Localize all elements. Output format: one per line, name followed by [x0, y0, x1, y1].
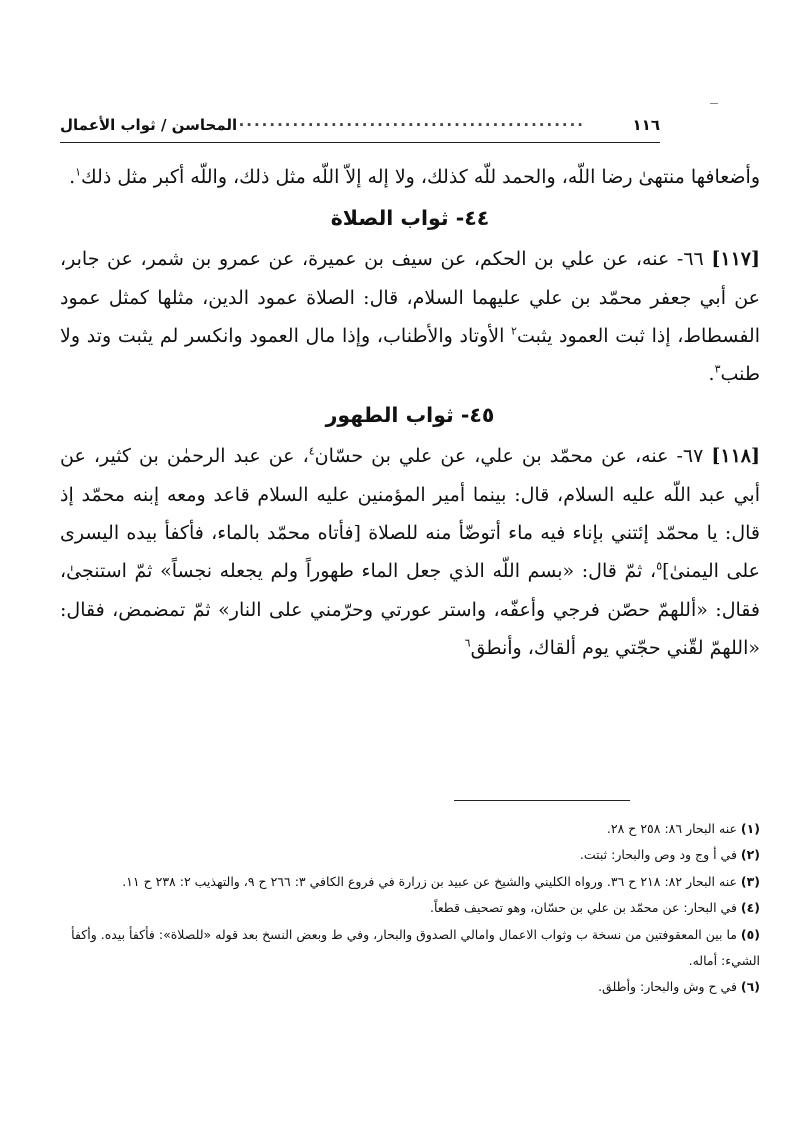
- page-header: [60, 112, 660, 143]
- hadith-117: [١١٧] ٦٦- عنه، عن علي بن الحكم، عن سيف بن عميرة، عن عمرو بن شمر، عن جابر، عن أبي جعفر محمّد بن علي عليهما السلام، قال: الصلاة عمود الدين، مثلها كمثل عمود الفسطاط، إذا ثبت العمود يثبت$^٢$ الأوتاد والأطناب، وإذا مال العمود وانكسر لم يثبت وتد ولا طنب$^٣$.: [60, 248, 760, 386]
- intro-paragraph: وأضعافها منتهىٰ رضا اللّه، والحمد للّه كذلك، ولا إله إلاّ اللّه مثل ذلك، واللّه أكبر مثل ذلك$^١$.: [69, 165, 760, 188]
- note-ref: ٢: [511, 324, 517, 338]
- section-heading-44: ٤٤- ثواب الصلاة: [330, 206, 490, 231]
- footnote-1: (١) عنه البحار ٨٦: ٢٥٨ ح ٢٨.: [606, 821, 760, 836]
- footnote-4: (٤) في البحار: عن محمّد بن علي بن حسّان، وهو تصحيف قطعاً.: [429, 900, 760, 916]
- note-ref: ٤: [308, 445, 315, 459]
- footnotes: [60, 816, 760, 1001]
- page-number: ١١٦: [632, 116, 660, 134]
- section-heading-45: ٤٥- ثواب الطهور: [325, 403, 495, 428]
- footnote-5: (٥) ما بين المعقوفتين من نسخة ب وثواب الاعمال وامالي الصدوق والبحار، وفي ط وبعض النسخ بعد قوله «للصلاة»: فأكفأ بيده. وأكفأ الشيء: أماله.: [71, 926, 760, 969]
- note-ref: ٣: [714, 362, 721, 376]
- header-dot-leader: .............................................: [238, 112, 585, 130]
- main-text: [60, 158, 760, 667]
- footnote-3: (٣) عنه البحار ٨٢: ٢١٨ ح ٣٦. ورواه الكليني والشيخ عن عبيد بن زرارة في فروع الكافي ٣: ٢٦٦ ح ٩، والتهذيب ٢: ٢٣٨ ح ١١.: [122, 873, 760, 889]
- hadith-118: [١١٨] ٦٧- عنه، عن محمّد بن علي، عن علي بن حسّان$^٤$، عن عبد الرحمٰن بن كثير، عن أبي عبد اللّه عليه السلام، قال: بينما أمير المؤمنين عليه السلام قاعد ومعه إبنه محمّد إذ قال: يا محمّد إئتني بإناء فيه ماء أتوضّأ منه للصلاة [فأتاه محمّد بالماء، فأكفأ بيده اليسرى على اليمنىٰ]$^٥$، ثمّ قال: «بسم اللّه الذي جعل الماء طهوراً ولم يجعله نجساً» ثمّ استنجىٰ، فقال: «أللهمّ حصّن فرجي وأعفّه، واستر عورتي وحرّمني على النار» ثمّ تمضمض، فقال: «اللهمّ لقّني حجّتي يوم ألقاك، وأنطق$^٦$: [60, 445, 760, 659]
- footnote-6: (٦) في ح وش والبحار: وأطلق.: [598, 979, 760, 995]
- footnote-2: (٢) في أ وج ود وص والبحار: ثبتت.: [579, 847, 760, 863]
- hadith-number: [١١٧]: [711, 248, 760, 271]
- running-title: المحاسن / ثواب الأعمال: [60, 116, 238, 134]
- edge-mark: [710, 103, 718, 104]
- note-ref: ٦: [464, 636, 471, 650]
- note-ref: ٥: [656, 560, 663, 574]
- footnote-separator: [454, 800, 630, 801]
- note-ref: ١: [75, 165, 82, 179]
- hadith-number: [١١٨]: [711, 445, 760, 468]
